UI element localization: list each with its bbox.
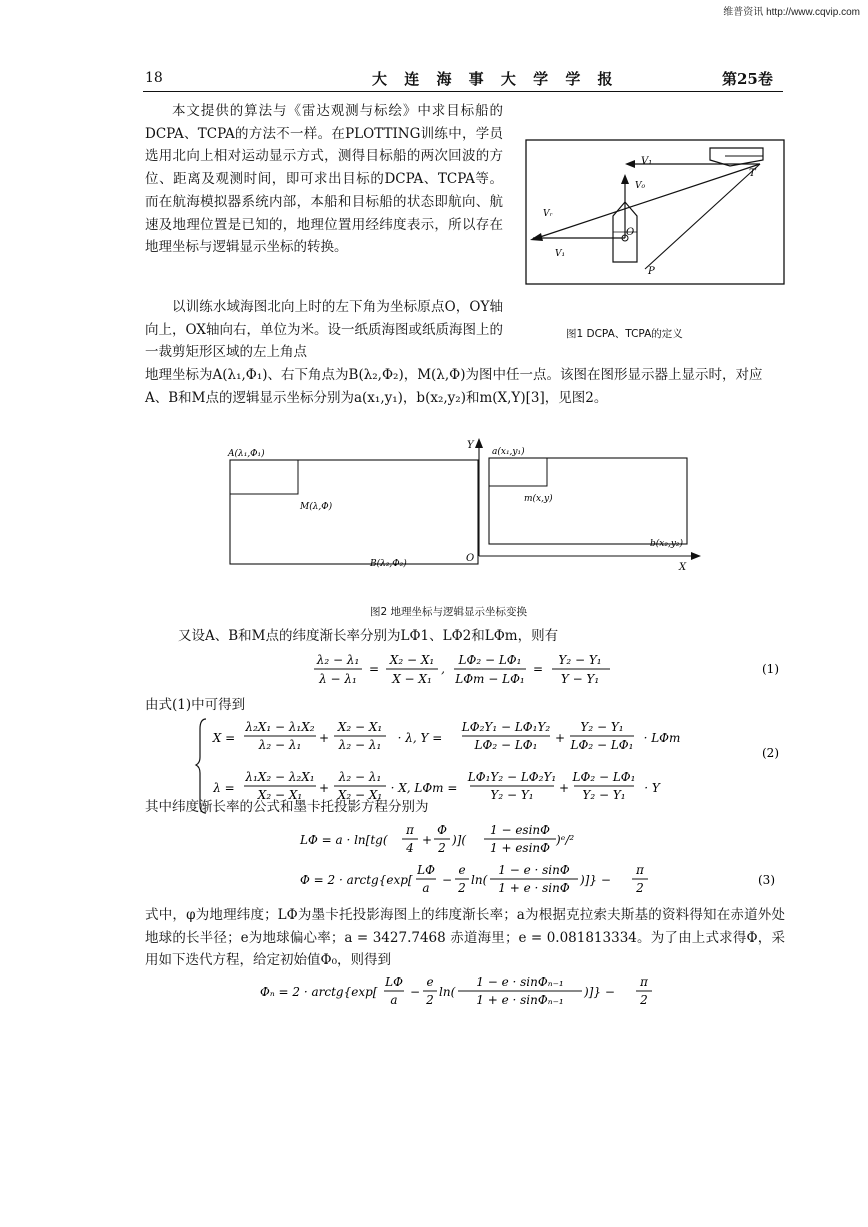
svg-text:· λ, Y =: · λ, Y = bbox=[397, 731, 443, 745]
figure1-caption: 图1 DCPA、TCPA的定义 bbox=[566, 328, 683, 340]
cpa-line bbox=[645, 164, 760, 269]
svg-text:Y₂ − Y₁: Y₂ − Y₁ bbox=[580, 720, 624, 734]
svg-text:+: + bbox=[318, 731, 330, 745]
eq1-number: (1) bbox=[762, 662, 779, 676]
label-v1-top: V₁ bbox=[641, 156, 653, 167]
equations-mercator bbox=[140, 818, 790, 908]
svg-text:LΦ: LΦ bbox=[385, 975, 403, 989]
svg-text:X₂ − X₁: X₂ − X₁ bbox=[337, 720, 383, 734]
svg-text:a: a bbox=[390, 993, 398, 1007]
vr-arrow bbox=[537, 164, 760, 238]
svg-text:2: 2 bbox=[438, 841, 446, 855]
page-number: 18 bbox=[145, 70, 163, 86]
geo-rect bbox=[230, 460, 478, 564]
svg-text:LΦ₂Y₁ − LΦ₁Y₂: LΦ₂Y₁ − LΦ₁Y₂ bbox=[461, 720, 551, 734]
svg-text:X₂ − X₁: X₂ − X₁ bbox=[389, 653, 435, 667]
svg-text:LΦ₂ − LΦ₁: LΦ₂ − LΦ₁ bbox=[458, 653, 522, 667]
svg-text:λ₂ − λ₁: λ₂ − λ₁ bbox=[338, 770, 382, 784]
svg-text:LΦm − LΦ₁: LΦm − LΦ₁ bbox=[455, 672, 525, 686]
paragraph-intro: 本文提供的算法与《雷达观测与标绘》中求目标船的DCPA、TCPA的方法不一样。在PLOTTING训练中，学员选用北向上相对运动显示方式，测得目标船的两次回波的方位、距离及观测时间，即可求出目标的DCPA、TCPA等。而在航海模拟器系统内部，本船和目标船的状态即航向、航速及地理位置是已知的，地理位置用经纬度表示，所以存在地理坐标与逻辑显示坐标的转换。 bbox=[145, 103, 503, 256]
svg-text:Y₂ − Y₁: Y₂ − Y₁ bbox=[558, 653, 602, 667]
equation-3a bbox=[299, 823, 574, 855]
svg-text:λ₂X₁ − λ₁X₂: λ₂X₁ − λ₁X₂ bbox=[245, 720, 315, 734]
equation-4 bbox=[260, 975, 652, 1007]
svg-text:−: − bbox=[442, 873, 453, 887]
eq2-number: (2) bbox=[762, 746, 779, 760]
svg-text:+: + bbox=[318, 781, 330, 795]
svg-text:)](: )]( bbox=[452, 833, 467, 847]
origin-label: O bbox=[466, 553, 475, 564]
eq3-number: (3) bbox=[758, 873, 775, 887]
equation-1 bbox=[314, 653, 610, 686]
svg-text:+: + bbox=[558, 781, 570, 795]
label-t: T bbox=[749, 168, 756, 179]
svg-text:X =: X = bbox=[212, 731, 236, 745]
target-ship-shape bbox=[710, 148, 763, 166]
label-v1-bottom: V₁ bbox=[555, 249, 566, 259]
paragraph-mercator: 其中纬度渐长率的公式和墨卡托投影方程分别为 bbox=[145, 799, 429, 815]
figure1-frame bbox=[526, 140, 784, 284]
label-p: P bbox=[648, 266, 655, 277]
svg-text:λ − λ₁: λ − λ₁ bbox=[319, 672, 357, 686]
svg-text:1 − esinΦ: 1 − esinΦ bbox=[490, 823, 550, 837]
svg-text:2: 2 bbox=[636, 881, 644, 895]
svg-text:,: , bbox=[441, 662, 445, 676]
svg-text:λ =: λ = bbox=[213, 781, 235, 795]
svg-text:)ᵉ/²: )ᵉ/² bbox=[556, 833, 575, 847]
svg-text:π: π bbox=[636, 863, 644, 877]
label-vr: Vᵣ bbox=[543, 209, 553, 219]
disp-label-a: a(x₁,y₁) bbox=[492, 447, 525, 457]
svg-text:Φ: Φ bbox=[437, 823, 447, 837]
svg-text:LΦ₁Y₂ − LΦ₂Y₁: LΦ₁Y₂ − LΦ₂Y₁ bbox=[467, 770, 557, 784]
svg-text:λ₂ − λ₁: λ₂ − λ₁ bbox=[338, 738, 382, 752]
paragraph-from-eq1: 由式(1)中可得到 bbox=[145, 697, 246, 713]
svg-text:2: 2 bbox=[640, 993, 648, 1007]
svg-text:LΦ₂ − LΦ₁: LΦ₂ − LΦ₁ bbox=[572, 770, 636, 784]
volume-label: 第25卷 bbox=[722, 70, 773, 88]
label-o: O bbox=[626, 227, 635, 238]
svg-text:π: π bbox=[406, 823, 414, 837]
svg-text:1 − e · sinΦ: 1 − e · sinΦ bbox=[498, 863, 570, 877]
geo-label-m: M(λ,Φ) bbox=[300, 502, 333, 512]
svg-text:a: a bbox=[422, 881, 430, 895]
journal-title: 大 连 海 事 大 学 学 报 bbox=[372, 70, 619, 88]
svg-text:Y₂ − Y₁: Y₂ − Y₁ bbox=[490, 788, 534, 802]
svg-text:· LΦm: · LΦm bbox=[643, 731, 681, 745]
equation-3b bbox=[300, 863, 648, 895]
svg-text:ln(: ln( bbox=[471, 873, 488, 887]
svg-text:e: e bbox=[458, 863, 466, 877]
svg-text:· X, LΦm =: · X, LΦm = bbox=[390, 781, 458, 795]
svg-text:1 + e · sinΦₙ₋₁: 1 + e · sinΦₙ₋₁ bbox=[476, 993, 564, 1007]
svg-text:LΦ = a · ln[tg(: LΦ = a · ln[tg( bbox=[300, 833, 388, 847]
label-vo: V₀ bbox=[635, 181, 646, 191]
svg-text:1 − e · sinΦₙ₋₁: 1 − e · sinΦₙ₋₁ bbox=[476, 975, 564, 989]
header-rule bbox=[143, 91, 783, 92]
figure2-diagram bbox=[222, 434, 722, 574]
svg-text:X₂ − X₁: X₂ − X₁ bbox=[257, 788, 303, 802]
svg-text:ln(: ln( bbox=[439, 985, 456, 999]
svg-text:LΦ: LΦ bbox=[417, 863, 435, 877]
x-axis-label: X bbox=[679, 562, 687, 573]
display-rect bbox=[489, 458, 687, 544]
svg-text:+: + bbox=[422, 833, 433, 847]
svg-text:1 + esinΦ: 1 + esinΦ bbox=[490, 841, 550, 855]
display-subrect bbox=[489, 458, 547, 486]
svg-text:2: 2 bbox=[426, 993, 434, 1007]
svg-text:LΦ₂ − LΦ₁: LΦ₂ − LΦ₁ bbox=[474, 738, 538, 752]
svg-text:)]} −: )]} − bbox=[584, 985, 615, 999]
svg-text:X₂ − X₁: X₂ − X₁ bbox=[337, 788, 383, 802]
watermark: 维普资讯 http://www.cqvip.com bbox=[723, 7, 860, 18]
geo-subrect bbox=[230, 460, 298, 494]
svg-text:λ₂ − λ₁: λ₂ − λ₁ bbox=[258, 738, 302, 752]
svg-text:π: π bbox=[640, 975, 648, 989]
svg-text:· Y: · Y bbox=[644, 781, 660, 795]
svg-text:=: = bbox=[368, 662, 380, 676]
geo-label-a: A(λ₁,Φ₁) bbox=[228, 449, 265, 459]
svg-text:1 + e · sinΦ: 1 + e · sinΦ bbox=[498, 881, 570, 895]
figure1-diagram bbox=[525, 136, 787, 288]
paragraph-symbols: 式中，φ为地理纬度；LΦ为墨卡托投影海图上的纬度渐长率；a为根据克拉索夫斯基的资料得知在赤道外处地球的长半径；e为地球偏心率；a = 3427.7468 赤道海里；e = 0.081813334。为了由上式求得Φ，采用如下迭代方程，给定初始值Φ₀，则得到 bbox=[145, 907, 785, 969]
geo-label-b: B(λ₂,Φ₂) bbox=[370, 559, 407, 569]
svg-text:e: e bbox=[426, 975, 434, 989]
figure2-caption: 图2 地理坐标与逻辑显示坐标变换 bbox=[370, 606, 528, 618]
svg-text:Φₙ = 2 · arctg{exp[: Φₙ = 2 · arctg{exp[ bbox=[260, 985, 378, 999]
svg-text:LΦ₂ − LΦ₁: LΦ₂ − LΦ₁ bbox=[570, 738, 634, 752]
svg-text:X − X₁: X − X₁ bbox=[392, 672, 432, 686]
svg-text:+: + bbox=[554, 731, 566, 745]
paragraph-latitude-ratios: 又设A、B和M点的纬度渐长率分别为LΦ1、LΦ2和LΦm，则有 bbox=[178, 628, 559, 644]
disp-label-b: b(x₂,y₂) bbox=[650, 539, 684, 549]
svg-text:Y₂ − Y₁: Y₂ − Y₁ bbox=[582, 788, 626, 802]
svg-text:−: − bbox=[410, 985, 421, 999]
svg-text:λ₁X₂ − λ₂X₁: λ₁X₂ − λ₂X₁ bbox=[245, 770, 315, 784]
paragraph-geographic-coords: 地理坐标为A(λ₁,Φ₁)、右下角点为B(λ₂,Φ₂)，M(λ,Φ)为图中任一点。该图在图形显示器上显示时，对应A、B和M点的逻辑显示坐标分别为a(x₁,y₁)，b(x₂,y₂)和m(X,Y)[3]，见图2。 bbox=[145, 367, 763, 406]
paragraph-coordinate-origin: 以训练水域海图北向上时的左下角为坐标原点O，OY轴向上，OX轴向右，单位为米。设一纸质海图或纸质海图上的一裁剪矩形区域的左上角点 bbox=[145, 299, 503, 361]
svg-text:Φ = 2 · arctg{exp[: Φ = 2 · arctg{exp[ bbox=[300, 873, 413, 887]
equation-iterative bbox=[140, 970, 790, 1020]
disp-label-m: m(x,y) bbox=[524, 494, 553, 504]
svg-text:)]} −: )]} − bbox=[580, 873, 611, 887]
svg-text:λ₂ − λ₁: λ₂ − λ₁ bbox=[316, 653, 360, 667]
svg-text:2: 2 bbox=[458, 881, 466, 895]
svg-text:=: = bbox=[532, 662, 544, 676]
y-axis-label: Y bbox=[467, 440, 474, 451]
svg-text:4: 4 bbox=[406, 841, 414, 855]
svg-text:Y − Y₁: Y − Y₁ bbox=[560, 672, 600, 686]
